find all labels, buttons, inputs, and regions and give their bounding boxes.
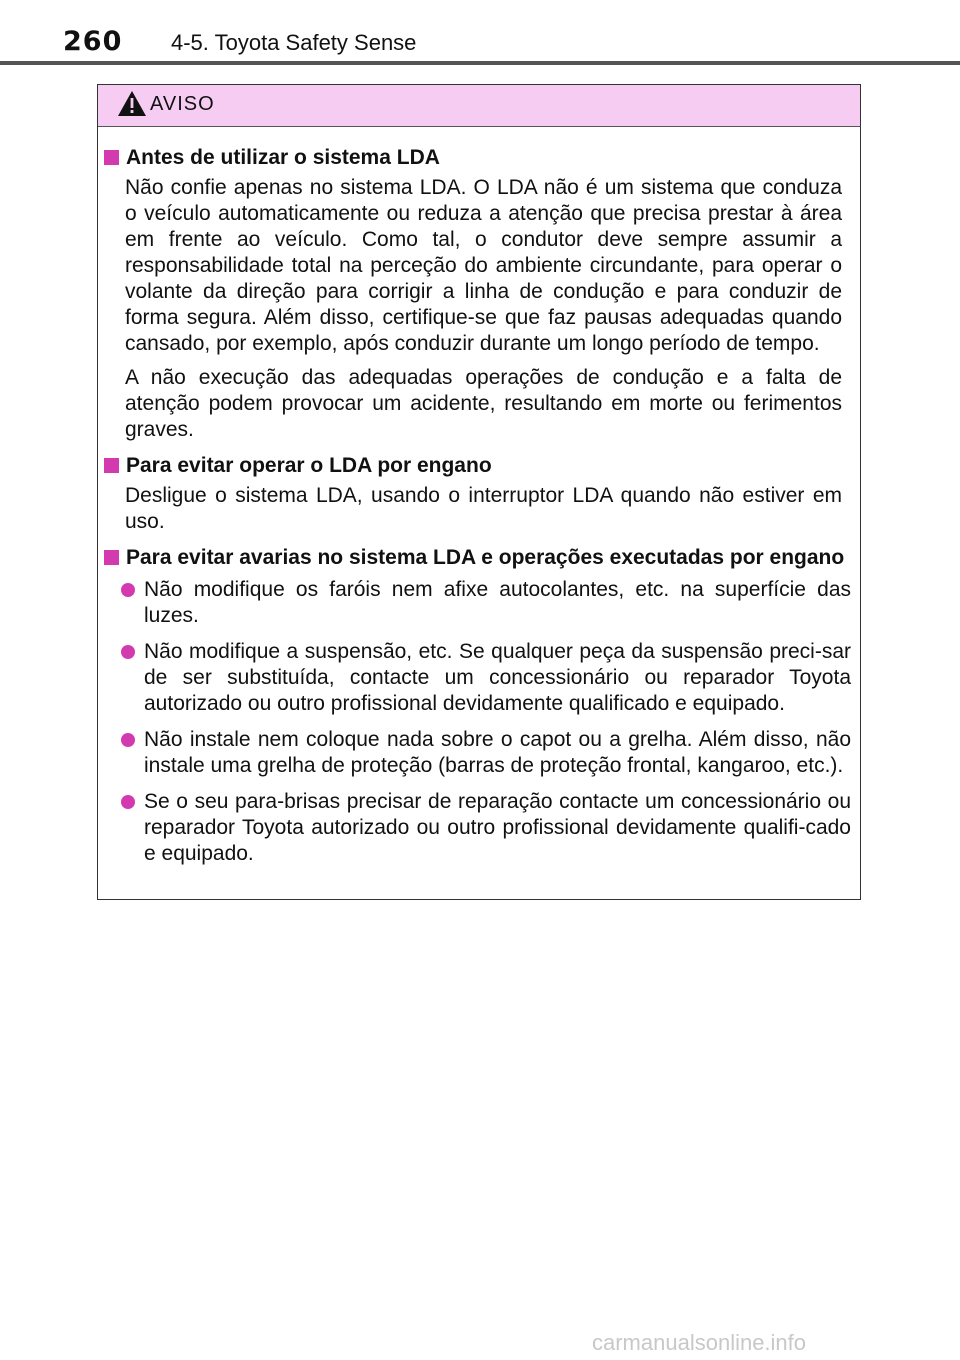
square-bullet-icon xyxy=(104,150,119,165)
section-heading: Antes de utilizar o sistema LDA xyxy=(98,145,860,171)
warning-header xyxy=(98,85,860,127)
warning-title: AVISO xyxy=(150,93,215,115)
paragraph: A não execução das adequadas operações de condução e a falta de atenção podem provocar um acidente, resultando em morte ou ferimentos graves. xyxy=(125,366,842,441)
page-number: 260 xyxy=(63,26,123,57)
warning-content xyxy=(98,145,860,867)
round-bullet-icon xyxy=(121,733,135,747)
watermark: carmanualsonline.info xyxy=(592,1330,807,1355)
round-bullet-icon xyxy=(121,795,135,809)
paragraph: Desligue o sistema LDA, usando o interruptor LDA quando não estiver em uso. xyxy=(125,484,842,533)
round-bullet-icon xyxy=(121,583,135,597)
list-item: Não modifique a suspensão, etc. Se qualquer peça da suspensão preci-sar de ser substituída, contacte um concessionário ou reparador Toyota autorizado ou outro profissional devidamente qualificado e equipado. xyxy=(144,639,851,717)
section-heading: Para evitar avarias no sistema LDA e operações executadas por engano xyxy=(98,545,860,571)
section-heading: Para evitar operar o LDA por engano xyxy=(98,453,860,479)
warning-triangle-icon xyxy=(117,90,147,117)
square-bullet-icon xyxy=(104,458,119,473)
section-title: 4-5. Toyota Safety Sense xyxy=(171,30,417,55)
list-item: Se o seu para-brisas precisar de reparação contacte um concessionário ou reparador Toyota autorizado ou outro profissional devidamente qualifi-cado e equipado. xyxy=(144,789,851,867)
list-item: Não modifique os faróis nem afixe autocolantes, etc. na superfície das luzes. xyxy=(144,577,851,629)
warning-box xyxy=(97,84,861,900)
paragraph: Não confie apenas no sistema LDA. O LDA não é um sistema que conduza o veículo automaticamente ou reduza a atenção que precisa prestar à área em frente ao veículo. Como tal, o condutor deve sempre assumir a responsabilidade total na perceção do ambiente circundante, para operar o volante da direção para corrigir a linha de condução e para conduzir de forma segura. Além disso, certifique-se que faz pausas adequadas quando cansado, por exemplo, após conduzir durante um longo período de tempo. xyxy=(125,176,842,355)
page-header xyxy=(0,0,960,64)
header-divider xyxy=(0,61,960,65)
round-bullet-icon xyxy=(121,645,135,659)
square-bullet-icon xyxy=(104,550,119,565)
list-item: Não instale nem coloque nada sobre o capot ou a grelha. Além disso, não instale uma grelha de proteção (barras de proteção frontal, kangaroo, etc.). xyxy=(144,727,851,779)
